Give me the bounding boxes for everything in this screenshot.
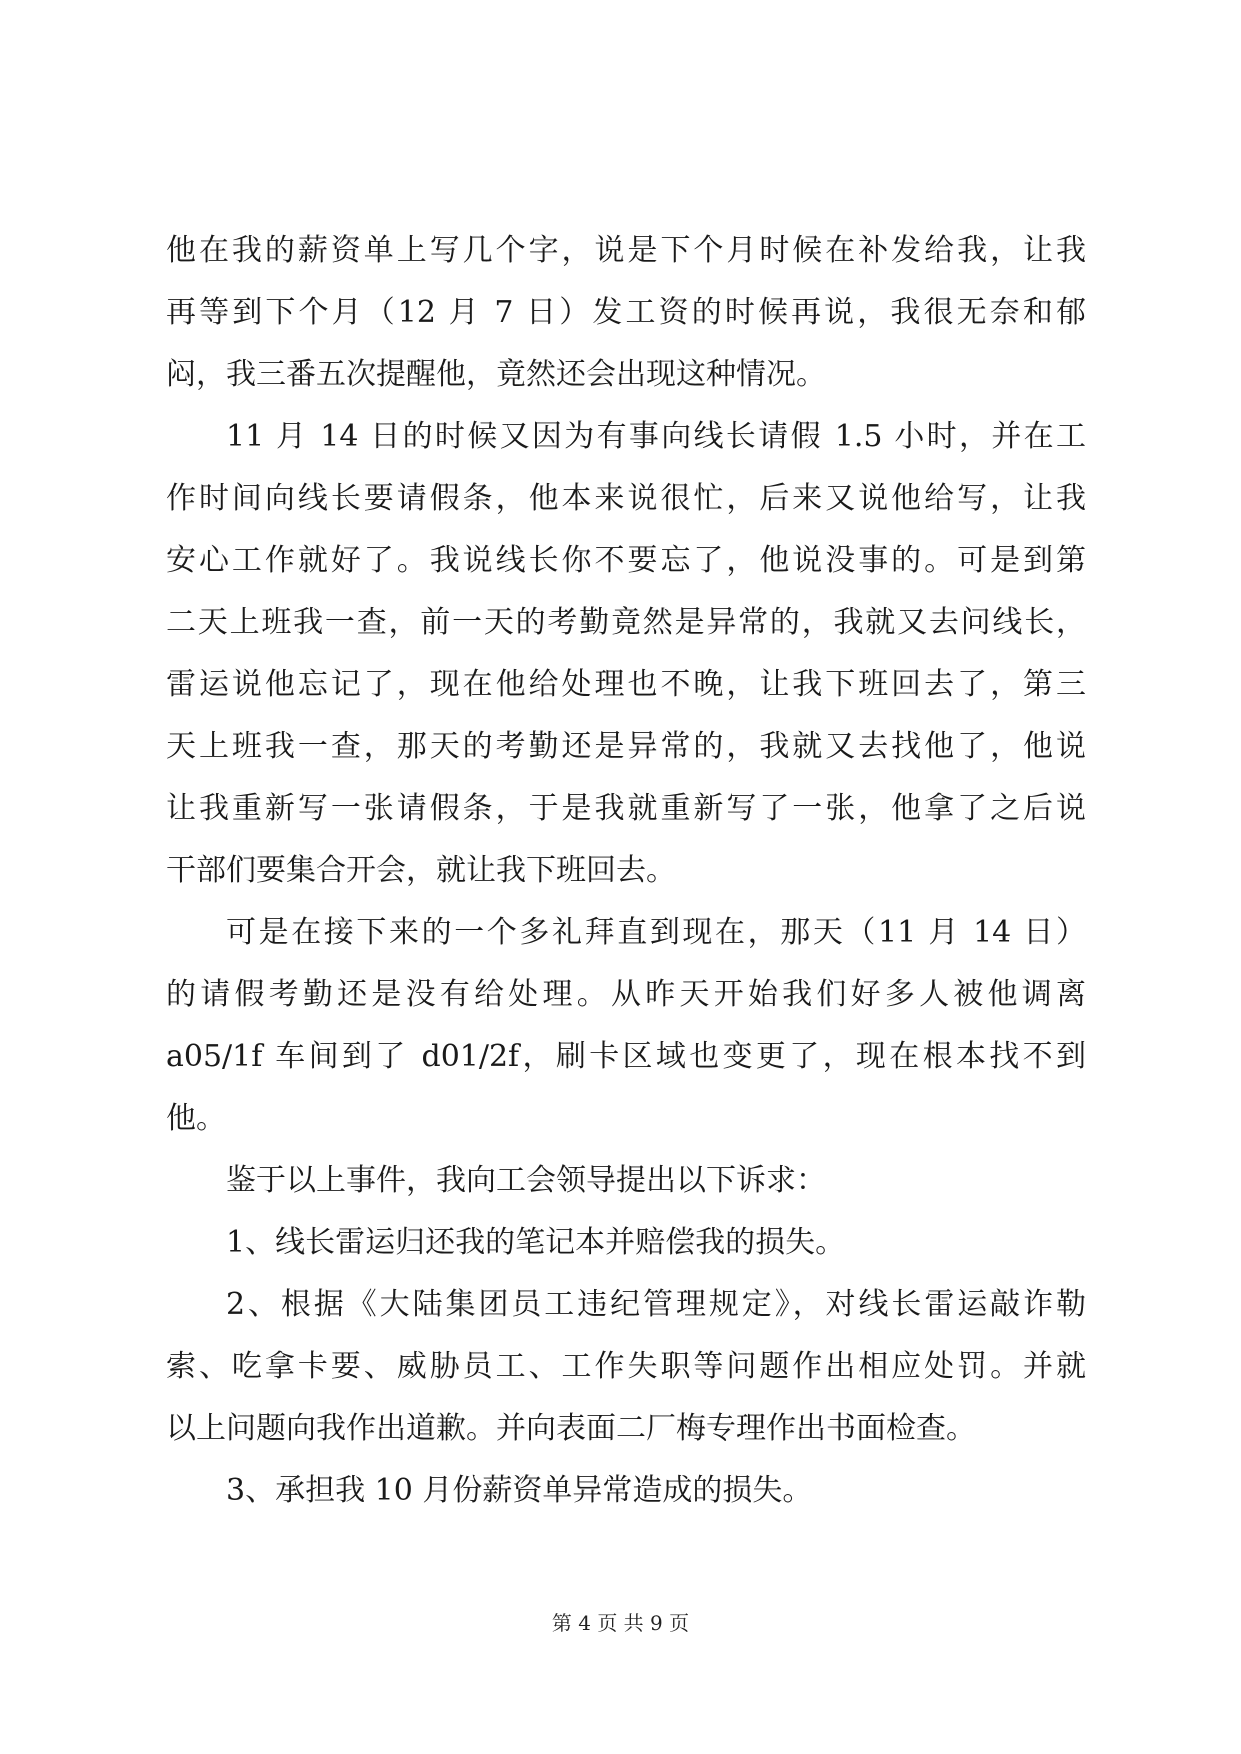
text-line: 雷运说他忘记了，现在他给处理也不晚，让我下班回去了，第三 (166, 667, 1086, 702)
text-line: 的请假考勤还是没有给处理。从昨天开始我们好多人被他调离 (166, 977, 1086, 1012)
text-line: 鉴于以上事件，我向工会领导提出以下诉求： (226, 1163, 826, 1198)
text-line: 安心工作就好了。我说线长你不要忘了，他说没事的。可是到第 (166, 543, 1086, 578)
text-line: 干部们要集合开会，就让我下班回去。 (166, 853, 676, 888)
text-line: 索、吃拿卡要、威胁员工、工作失职等问题作出相应处罚。并就 (166, 1349, 1086, 1384)
text-line: a05/1f 车间到了 d01/2f，刷卡区域也变更了，现在根本找不到 (166, 1039, 1086, 1074)
text-line: 作时间向线长要请假条，他本来说很忙，后来又说他给写，让我 (166, 481, 1086, 516)
text-line: 可是在接下来的一个多礼拜直到现在，那天（11 月 14 日） (226, 915, 1086, 950)
page-footer: 第 4 页 共 9 页 (551, 1611, 690, 1635)
document-body (166, 233, 1086, 1538)
list-item-3: 3、承担我 10 月份薪资单异常造成的损失。 (226, 1473, 813, 1508)
list-item-2: 2、根据《大陆集团员工违纪管理规定》，对线长雷运敲诈勒 (226, 1287, 1086, 1322)
text-line: 闷，我三番五次提醒他，竟然还会出现这种情况。 (166, 357, 826, 392)
text-line: 他。 (166, 1101, 226, 1136)
text-line: 让我重新写一张请假条，于是我就重新写了一张，他拿了之后说 (166, 791, 1086, 826)
text-line: 二天上班我一查，前一天的考勤竟然是异常的，我就又去问线长， (166, 605, 1086, 640)
text-line: 以上问题向我作出道歉。并向表面二厂梅专理作出书面检查。 (166, 1411, 976, 1446)
text-line: 再等到下个月（12 月 7 日）发工资的时候再说，我很无奈和郁 (166, 295, 1086, 330)
list-item-1: 1、线长雷运归还我的笔记本并赔偿我的损失。 (226, 1225, 846, 1260)
text-line: 11 月 14 日的时候又因为有事向线长请假 1.5 小时，并在工 (226, 419, 1086, 454)
text-line: 他在我的薪资单上写几个字，说是下个月时候在补发给我，让我 (166, 233, 1086, 268)
text-line: 天上班我一查，那天的考勤还是异常的，我就又去找他了，他说 (166, 729, 1086, 764)
